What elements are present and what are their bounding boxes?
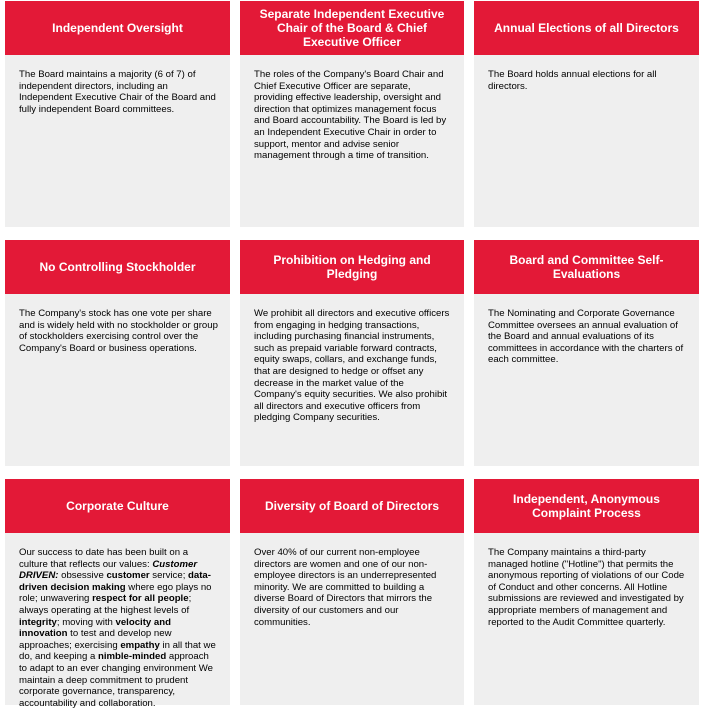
culture-text: where ego plays no role; unwavering [19, 581, 212, 605]
culture-text: to test and develop new approaches; exercising [19, 628, 172, 651]
culture-emphasis: integrity [19, 616, 57, 628]
culture-text: approach to adapt to an ever changing environment We maintain a deep commitment to prudent corporate governance, transparency, accountability and collaboration. [19, 651, 213, 709]
card-complaint-process [474, 479, 699, 705]
card-no-controlling-stockholder [5, 240, 230, 466]
card-body: The roles of the Company's Board Chair and Chief Executive Officer are separate, providing effective leadership, oversight and direction that optimizes management focus and Board accountability. The Board is led by an Independent Executive Chair in order to support, mentor and advise senior management through a time of transition. [254, 69, 447, 162]
card-title: Board and Committee Self-Evaluations [474, 240, 699, 294]
culture-text: Our success to date has been built on a culture that reflects our values: [19, 547, 189, 570]
culture-emphasis: empathy [120, 639, 160, 651]
culture-emphasis: nimble-minded [97, 651, 167, 663]
card-hedging-pledging [240, 240, 464, 466]
card-body: The Board maintains a majority (6 of 7) of independent directors, including an Independent Executive Chair of the Board and fully independent Board committees. [19, 69, 216, 115]
card-body: The Board holds annual elections for all directors. [488, 69, 657, 92]
card-body: We prohibit all directors and executive officers from engaging in hedging transactions, including purchasing financial instruments, such as prepaid variable forward contracts, equity swaps, collars, and exchange funds, that are designed to hedge or offset any decrease in the market value of the Company's equity securities. We also prohibit all directors and executive officers from pledging Company securities. [254, 308, 450, 424]
card-title: Separate Independent Executive Chair of the Board & Chief Executive Officer [240, 1, 464, 55]
card-title: Corporate Culture [5, 479, 230, 533]
card-title: Prohibition on Hedging and Pledging [240, 240, 464, 294]
card-title: Annual Elections of all Directors [474, 1, 699, 55]
card-title: Diversity of Board of Directors [240, 479, 464, 533]
culture-emphasis: Customer DRIVEN: [19, 558, 198, 582]
card-body: The Company maintains a third-party managed hotline ("Hotline") that permits the anonymous reporting of violations of our Code of Conduct and other concerns. All Hotline submissions are reviewed and investigated by appropriate members of management and reported to the Audit Committee quarterly. [488, 547, 685, 628]
culture-text: in all that we do, and keeping a [19, 639, 216, 663]
culture-emphasis: customer [106, 570, 150, 582]
card-title: No Controlling Stockholder [5, 240, 230, 294]
card-body: The Company's stock has one vote per share and is widely held with no stockholder or group of stockholders exercising control over the Company's Board or business operations. [19, 308, 218, 354]
card-body: Over 40% of our current non-employee directors are women and one of our non-employee directors is an underrepresented minority. We are committed to building a diverse Board of Directors that mirrors the diversity of our customers and our communities. [254, 547, 437, 628]
culture-emphasis: velocity and innovation [19, 616, 171, 640]
card-separate-chair-ceo [240, 1, 464, 227]
culture-text: ; moving with [56, 616, 116, 628]
card-annual-elections [474, 1, 699, 227]
card-board-diversity [240, 479, 464, 705]
card-independent-oversight [5, 1, 230, 227]
culture-text: ; always operating at the highest levels of [19, 593, 192, 616]
card-body [19, 547, 218, 709]
culture-emphasis: data-driven decision making [19, 570, 211, 593]
culture-text: obsessive [58, 570, 107, 582]
card-title: Independent, Anonymous Complaint Process [474, 479, 699, 533]
card-corporate-culture [5, 479, 230, 709]
culture-emphasis: respect for all people [92, 593, 189, 605]
card-self-evaluations [474, 240, 699, 466]
card-title: Independent Oversight [5, 1, 230, 55]
culture-text: service; [149, 570, 189, 582]
card-body: The Nominating and Corporate Governance Committee oversees an annual evaluation of the Board and annual evaluations of its committees in accordance with the charters of each committee. [488, 308, 684, 366]
